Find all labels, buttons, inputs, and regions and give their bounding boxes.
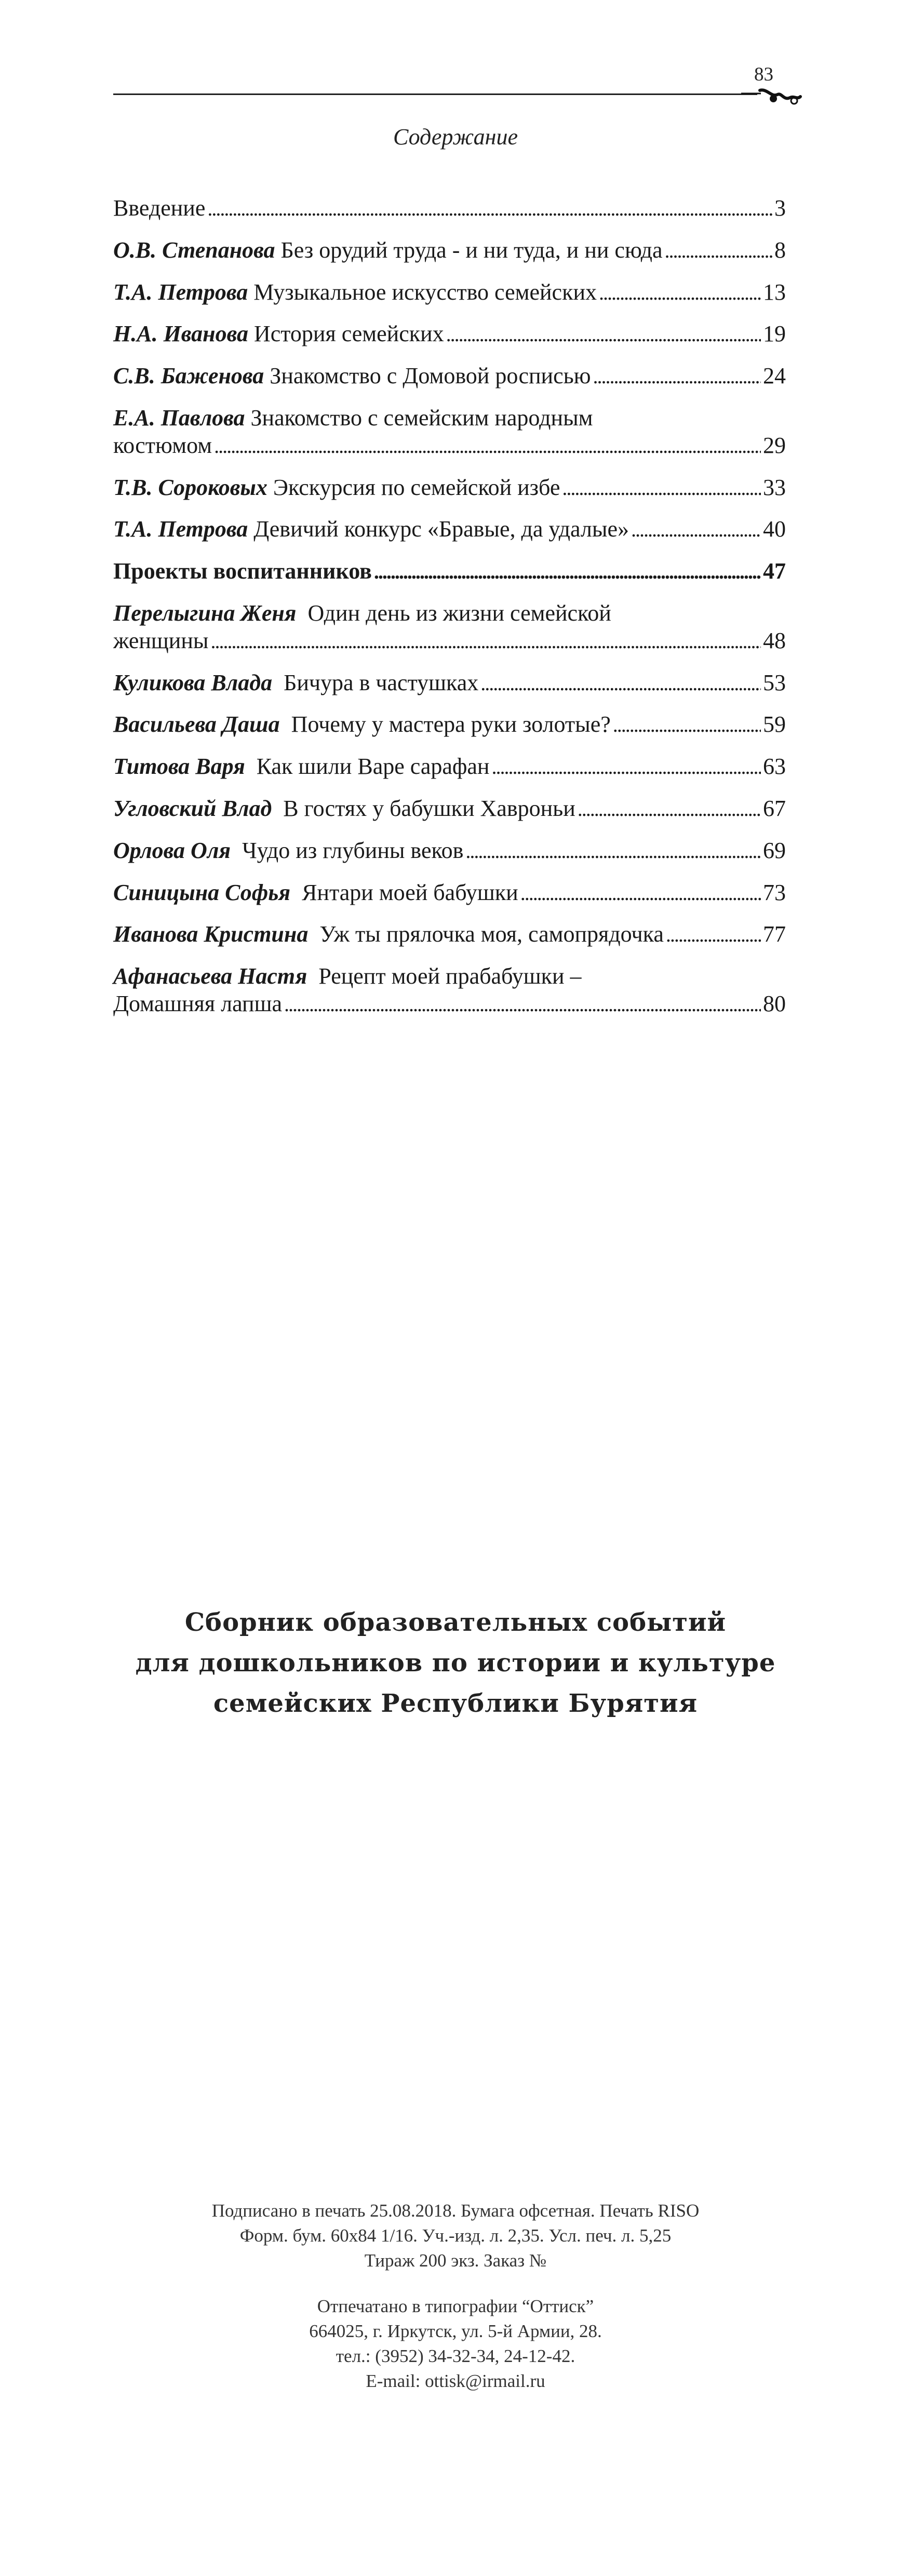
toc-title-line1: Знакомство с семейским народным	[250, 405, 593, 431]
imprint-line: 664025, г. Иркутск, ул. 5-й Армии, 28.	[309, 2321, 602, 2341]
toc-title: Без орудий труда - и ни туда, и ни сюда	[280, 237, 663, 263]
toc-leader	[665, 237, 772, 264]
toc-entry[interactable]	[113, 711, 786, 739]
toc-title: Как шили Варе сарафан	[256, 754, 490, 780]
toc-entry[interactable]	[113, 963, 786, 1018]
toc-page: 73	[763, 879, 786, 905]
toc-title-line2: женщины	[113, 627, 209, 653]
toc-page: 67	[763, 795, 786, 821]
toc-page: 19	[763, 321, 786, 347]
toc-page: 53	[763, 669, 786, 695]
toc-entry[interactable]	[113, 363, 786, 390]
toc-title: История семейских	[253, 321, 444, 347]
toc-author: Т.А. Петрова	[113, 279, 248, 305]
toc-author: Орлова Оля	[113, 837, 231, 863]
imprint-line: Подписано в печать 25.08.2018. Бумага офсетная. Печать RISO	[211, 2201, 700, 2221]
toc-page: 63	[763, 754, 786, 780]
toc-leader	[578, 795, 761, 823]
toc-page: 24	[763, 363, 786, 389]
imprint-block	[0, 2198, 911, 2394]
toc-title-line2: Домашняя лапша	[113, 990, 283, 1016]
toc-leader	[491, 753, 761, 781]
toc-leader	[666, 921, 761, 948]
toc-author: Угловский Влад	[113, 795, 272, 821]
toc-leader	[446, 320, 761, 348]
toc-author: Куликова Влада	[113, 669, 273, 695]
toc-page: 47	[763, 558, 786, 584]
toc-page: 3	[774, 195, 786, 221]
toc-author: Афанасьева Настя	[113, 963, 307, 989]
toc-author: Иванова Кристина	[113, 921, 309, 947]
toc-entry-introduction[interactable]	[113, 195, 786, 222]
toc-section-title: Проекты воспитанников	[113, 558, 372, 584]
toc-title: Экскурсия по семейской избе	[273, 474, 560, 500]
toc-leader	[480, 669, 761, 697]
toc-author: С.В. Баженова	[113, 363, 264, 389]
collection-title-line: семейских Республики Бурятия	[213, 1689, 698, 1718]
toc-title: Бичура в частушках	[284, 669, 479, 695]
toc-author: Т.А. Петрова	[113, 516, 248, 542]
toc-leader	[284, 990, 761, 1018]
toc-title: В гостях у бабушки Хавроньи	[283, 795, 575, 821]
page-number: 83	[754, 64, 773, 85]
toc-author: Перелыгина Женя	[113, 600, 297, 626]
toc-entry[interactable]	[113, 474, 786, 502]
toc-page: 48	[763, 627, 786, 653]
toc-author: Е.А. Павлова	[113, 405, 245, 431]
toc-leader	[593, 363, 761, 390]
toc-entry[interactable]	[113, 600, 786, 655]
toc-title: Почему у мастера руки золотые?	[291, 712, 611, 737]
toc-page: 80	[763, 990, 786, 1016]
toc-leader	[207, 195, 772, 222]
toc-title-line2: костюмом	[113, 432, 212, 458]
imprint-spacer	[0, 2273, 911, 2294]
collection-title-line: для дошкольников по истории и культуре	[135, 1648, 776, 1678]
toc-leader	[210, 627, 761, 655]
toc-leader	[520, 879, 761, 907]
toc-page: 77	[763, 921, 786, 947]
toc-page: 69	[763, 837, 786, 863]
toc-author: Титова Варя	[113, 754, 245, 780]
toc-entry[interactable]	[113, 921, 786, 948]
toc-title: Введение	[113, 195, 206, 221]
toc-leader	[599, 279, 761, 306]
imprint-line: Форм. бум. 60x84 1/16. Уч.-изд. л. 2,35. Усл. печ. л. 5,25	[239, 2225, 672, 2246]
toc-entry[interactable]	[113, 405, 786, 460]
header-rule	[113, 93, 757, 95]
toc-entry[interactable]	[113, 795, 786, 823]
toc-page: 13	[763, 279, 786, 305]
collection-title-line: Сборник образовательных событий	[184, 1608, 727, 1637]
toc-page: 29	[763, 432, 786, 458]
toc-leader	[613, 711, 761, 739]
toc-title: Знакомство с Домовой росписью	[270, 363, 591, 389]
toc-entry[interactable]	[113, 279, 786, 306]
toc-author: Синицына Софья	[113, 879, 291, 905]
toc-entry[interactable]	[113, 879, 786, 907]
toc-section-projects[interactable]	[113, 558, 786, 585]
table-of-contents	[113, 195, 786, 1032]
imprint-line: Тираж 200 экз. Заказ №	[364, 2250, 547, 2271]
toc-entry[interactable]	[113, 753, 786, 781]
toc-entry[interactable]	[113, 837, 786, 865]
toc-leader	[465, 837, 761, 865]
toc-heading: Содержание	[393, 124, 518, 150]
toc-entry[interactable]	[113, 320, 786, 348]
toc-entry[interactable]	[113, 237, 786, 264]
toc-author: Васильева Даша	[113, 712, 280, 737]
toc-title-line1: Рецепт моей прабабушки –	[318, 963, 582, 989]
toc-page: 40	[763, 516, 786, 542]
toc-title: Уж ты прялочка моя, самопрядочка	[319, 921, 664, 947]
collection-title	[0, 1602, 911, 1724]
imprint-line: тел.: (3952) 34-32-34, 24-12-42.	[336, 2346, 575, 2366]
toc-author: Т.В. Сороковых	[113, 474, 267, 500]
toc-page: 33	[763, 474, 786, 500]
toc-title: Янтари моей бабушки	[302, 879, 518, 905]
toc-author: О.В. Степанова	[113, 237, 275, 263]
toc-leader	[562, 474, 761, 502]
toc-title-line1: Один день из жизни семейской	[307, 600, 611, 626]
toc-entry[interactable]	[113, 516, 786, 543]
toc-title: Девичий конкурс «Бравые, да удалые»	[253, 516, 629, 542]
toc-title: Чудо из глубины веков	[242, 837, 464, 863]
header-ornament-icon	[740, 87, 802, 108]
toc-page: 8	[774, 237, 786, 263]
toc-entry[interactable]	[113, 669, 786, 697]
toc-title: Музыкальное искусство семейских	[253, 279, 597, 305]
toc-leader	[214, 432, 761, 460]
toc-leader	[374, 558, 761, 585]
toc-page: 59	[763, 712, 786, 737]
imprint-line: Отпечатано в типографии “Оттиск”	[317, 2296, 594, 2316]
toc-leader	[631, 516, 761, 543]
toc-author: Н.А. Иванова	[113, 321, 248, 347]
imprint-email[interactable]: E-mail: ottisk@irmail.ru	[366, 2371, 545, 2391]
